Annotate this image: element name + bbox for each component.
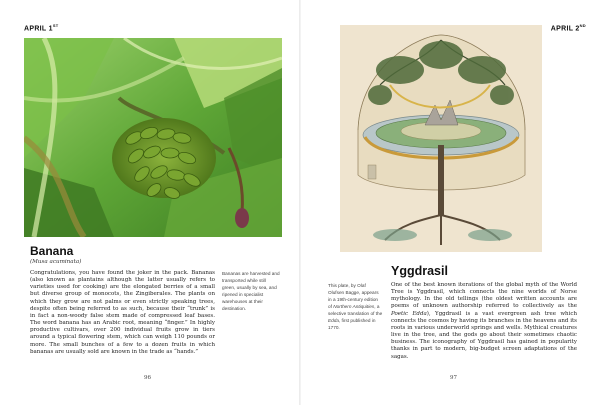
date-heading: APRIL 1ST [24, 23, 59, 33]
latin-name: (Musa acuminata) [30, 259, 82, 265]
plate-caption: This plate, by Olaf Olufsen Bagge, appears in a 19th-century edition of Northern Antiquities, a selective translation of the Edda, first published in 1770. [328, 283, 383, 330]
banana-photo [24, 38, 282, 237]
body-text: One of the best known iterations of the global myth of the World Tree is Yggdrasil, which connects the nine worlds of Norse mythology. In the old tellings (the oldest written accounts are poems of unknown authorship referred to collectively as the Poetic Edda), Yggdrasil is a vast evergreen ash tree which connects the cosmos by having its branches in the heavens and its roots in various underworld springs and wells. Mythical creatures live in the tree, and the gods go about their sometimes chaotic business. The iconography of Yggdrasil has gained in popularity thanks in part to modern, big-budget screen adaptations of the sagas. [391, 282, 577, 360]
yggdrasil-plate [340, 25, 542, 252]
body-text: Congratulations, you have found the joker in the pack. Bananas (also known as plantains although the latter usually refers to varieties used for cooking) are the elongated berries of a small but diverse group of monocots, the Zingiberales. The plants on which they grow are not palms or even strictly speaking trees, despite often being referred to as such, because their “trunk” is in fact a non-woody false stem made of compressed leaf bases. The word banana has an Arabic root, meaning “finger.” In highly productive cultivars, over 200 individual fruits grow in tiers around a typical flowering stem, which can weigh 110 pounds or more. The small bunches of a few to a dozen fruits in which bananas are usually sold are known in the trade as “hands.” [30, 270, 215, 355]
page-number: 97 [450, 375, 457, 381]
entry-title: Banana [30, 244, 74, 258]
entry-title: Yggdrasil [391, 264, 448, 278]
date-heading: APRIL 2ND [550, 23, 586, 33]
page-number: 96 [144, 375, 151, 381]
right-page [300, 0, 600, 405]
photo-caption: Bananas are harvested and transported while still green, usually by sea, and ripened in specialist warehouses at their destination. [222, 271, 280, 311]
